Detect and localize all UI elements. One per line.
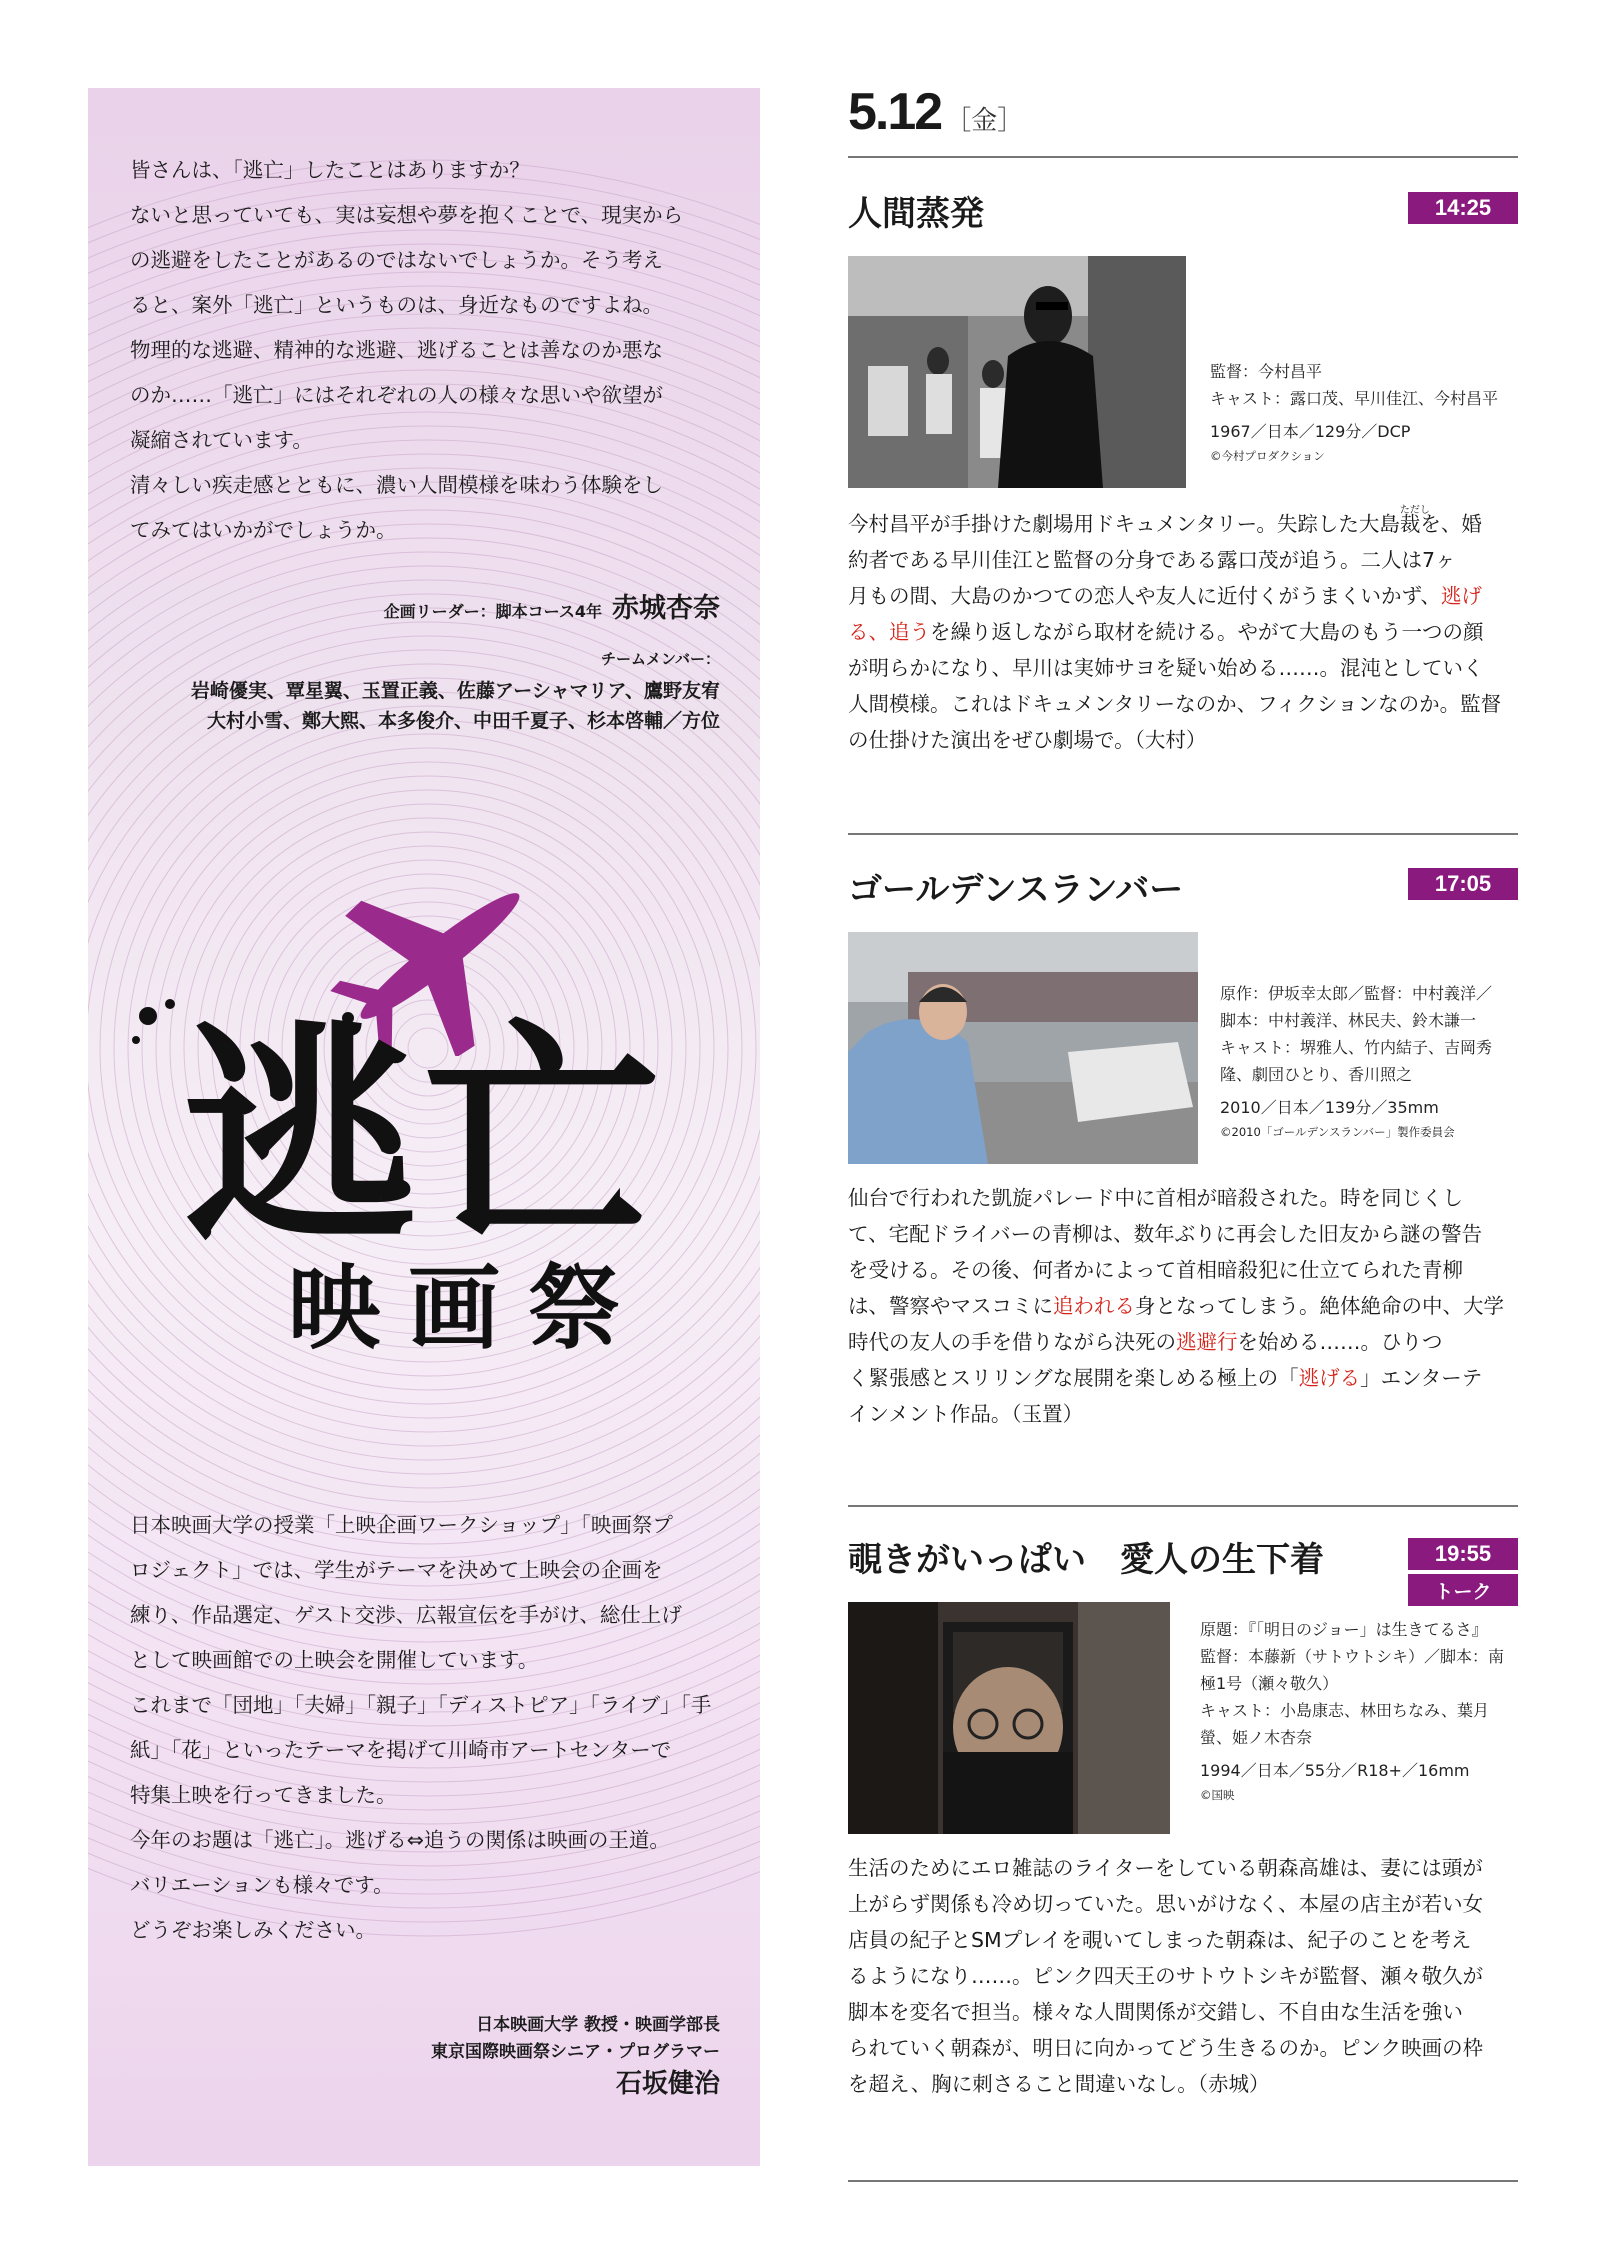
festival-logo (88, 988, 760, 1368)
left-panel (88, 88, 760, 2166)
showtime-badge: 17:05 (1408, 868, 1518, 900)
signature (431, 2012, 720, 2102)
credit-line: キャスト：堺雅人、竹内結子、吉岡秀 (1220, 1038, 1493, 1057)
credit-line: 監督：今村昌平 (1210, 362, 1323, 381)
film-spec: 1967／日本／129分／DCP (1210, 422, 1411, 441)
logo-subtitle: 映画祭 (287, 1254, 649, 1362)
film-credits (1210, 358, 1498, 467)
team-line: 岩崎優実、覃星翼、玉置正義、佐藤アーシャマリア、鷹野友宥 (190, 680, 720, 702)
film-description: 生活のためにエロ雑誌のライターをしている朝森高雄は、妻には頭が 上がらず関係も冷め切っていた。思いがけなく、本屋の店主が若い女 店員の紀子とSMプレイを覗いてしまった朝森は、紀子のことを考え るようになり……。ピンク四天王のサトウトシキが監督、瀬々敬久が 脚本を変名で担当。様々な人間関係が交錯し、不自由な生活を強い られていく朝森が、明日に向かってどう生きるのか。ピンク映画の枠 を超え、胸に刺さること間違いなし。（赤城） (848, 1856, 1484, 2096)
film-credits (1220, 980, 1492, 1143)
credit-line: 原題：『「明日のジョー」は生きてるさ』 (1200, 1620, 1488, 1639)
outro-line: どうぞお楽しみください。 (130, 1918, 376, 1942)
team-line: 大村小雪、鄭大熙、本多俊介、中田千夏子、杉本啓輔／方位 (206, 710, 720, 732)
film-credits (1200, 1616, 1504, 1806)
highlight-text: 逃避行 (1176, 1330, 1238, 1354)
screening-date (848, 82, 1023, 142)
outro-text (130, 1503, 730, 1953)
credit-line: 隆、劇団ひとり、香川照之 (1220, 1065, 1413, 1084)
credit-line: キャスト：露口茂、早川佳江、今村昌平 (1210, 389, 1499, 408)
ruby-reading: ただし (1399, 505, 1430, 516)
leader-label: 企画リーダー：脚本コース4年 (383, 602, 602, 621)
sign-title: 東京国際映画祭シニア・プログラマー (431, 2042, 720, 2062)
team-label: チームメンバー： (601, 650, 720, 668)
project-leader (384, 586, 720, 625)
copyright: ©国映 (1200, 1788, 1235, 1802)
film-entry (848, 1532, 1518, 2142)
film-title: 覗きがいっぱい 愛人の生下着 (848, 1540, 1324, 1580)
film-still (848, 256, 1186, 488)
credit-line: キャスト：小島康志、林田ちなみ、葉月 (1200, 1701, 1489, 1720)
copyright: ©今村プロダクション (1210, 449, 1325, 463)
showtime-badge: 14:25 (1408, 192, 1518, 224)
film-description: 仙台で行われた凱旋パレード中に首相が暗殺された。時を同じくし て、宅配ドライバーの青柳は、数年ぶりに再会した旧友から謎の警告 を受ける。その後、何者かによって首相暗殺犯に仕立てられた青柳 は、警察やマスコミに追われる身となってしまう。絶体絶命の中、大学 時代の友人の手を借りながら決死の逃避行を始める……。ひりつ く緊張感とスリリングな展開を楽しめる極上の「逃げる」エンターテ インメント作品。（玉置） (848, 1186, 1504, 1426)
intro-text (130, 148, 730, 553)
ink-splatter-icon (139, 1007, 157, 1025)
intro-line: ないと思っていても、実は妄想や夢を抱くことで、現実から (130, 203, 684, 227)
film-spec: 1994／日本／55分／R18+／16mm (1200, 1761, 1470, 1780)
outro-line: として映画館での上映会を開催しています。 (130, 1648, 539, 1672)
film-description: 今村昌平が手掛けた劇場用ドキュメンタリー。失踪した大島 ただし 裁を、婚 約者である早川佳江と監督の分身である露口茂が追う。二人は7ヶ 月もの間、大島のかつての恋人や友人に近付くがうまくいかず、逃げ る、追うを繰り返しながら取材を続ける。やがて大島のもう一つの顔 が明らかになり、早川は実姉サヨを疑い始める……。混沌としていく 人間模様。これはドキュメンタリーなのか、フィクションなのか。監督 の仕掛けた演出をぜひ劇場で。（大村） (848, 506, 1524, 758)
outro-line: ロジェクト」では、学生がテーマを決めて上映会の企画を (130, 1558, 663, 1582)
credit-line: 螢、姫ノ木杏奈 (1200, 1728, 1313, 1747)
sign-title: 日本映画大学 教授・映画学部長 (476, 2015, 720, 2035)
date-weekday: ［金］ (945, 106, 1024, 136)
film-still (848, 1602, 1170, 1834)
credit-line: 監督：本藤新（サトウトシキ）／脚本：南 (1200, 1647, 1505, 1666)
outro-line: これまで「団地」「夫婦」「親子」「ディストピア」「ライブ」「手 (130, 1693, 712, 1717)
outro-line: 日本映画大学の授業「上映企画ワークショップ」「映画祭プ (130, 1513, 673, 1537)
date-number: 5.12 (848, 83, 942, 141)
film-entry (848, 186, 1518, 766)
copyright: ©2010「ゴールデンスランバー」製作委員会 (1220, 1125, 1455, 1139)
leader-name: 赤城杏奈 (612, 593, 720, 624)
divider (848, 2180, 1518, 2182)
credit-line: 原作：伊坂幸太郎／監督：中村義洋／ (1220, 984, 1493, 1003)
film-title: 人間蒸発 (848, 194, 984, 234)
outro-line: 今年のお題は「逃亡」。逃げる⇔追うの関係は映画の王道。 (130, 1828, 670, 1852)
team-members (191, 676, 720, 736)
sign-name: 石坂健治 (615, 2069, 720, 2099)
film-still (848, 932, 1198, 1164)
intro-line: の逃避をしたことがあるのではないでしょうか。そう考え (130, 248, 663, 272)
intro-line: のか……「逃亡」にはそれぞれの人の様々な思いや欲望が (130, 383, 663, 407)
credit-line: 脚本：中村義洋、林民夫、鈴木謙一 (1220, 1011, 1477, 1030)
highlight-text: 追われる (1053, 1294, 1135, 1318)
highlight-text: 逃げる (1298, 1366, 1361, 1390)
credit-line: 極1号（瀬々敬久） (1200, 1674, 1339, 1693)
showtime-badge: 19:55 (1408, 1538, 1518, 1570)
intro-line: 清々しい疾走感とともに、濃い人間模様を味わう体験をし (130, 473, 663, 497)
film-spec: 2010／日本／139分／35mm (1220, 1098, 1439, 1117)
outro-line: 特集上映を行ってきました。 (130, 1783, 397, 1807)
intro-line: 凝縮されています。 (130, 428, 313, 452)
outro-line: 練り、作品選定、ゲスト交渉、広報宣伝を手がけ、総仕上げ (130, 1603, 682, 1627)
outro-line: 紙」「花」といったテーマを掲げて川崎市アートセンターで (130, 1738, 672, 1762)
outro-line: バリエーションも様々です。 (130, 1873, 394, 1897)
film-entry (848, 862, 1518, 1442)
divider (848, 1505, 1518, 1507)
talk-event-badge: トーク (1408, 1574, 1518, 1606)
intro-line: ると、案外「逃亡」というものは、身近なものですよね。 (130, 293, 663, 317)
divider (848, 156, 1518, 158)
intro-line: てみてはいかがでしょうか。 (130, 518, 397, 542)
highlight-text: 逃げ (1440, 584, 1482, 608)
intro-line: 物理的な逃避、精神的な逃避、逃げることは善なのか悪な (130, 338, 663, 362)
divider (848, 833, 1518, 835)
film-title: ゴールデンスランバー (848, 870, 1184, 910)
highlight-text: る、追う (848, 620, 930, 644)
intro-line: 皆さんは、「逃亡」したことはありますか？ (130, 158, 530, 182)
logo-title: 逃亡 (183, 1001, 665, 1274)
